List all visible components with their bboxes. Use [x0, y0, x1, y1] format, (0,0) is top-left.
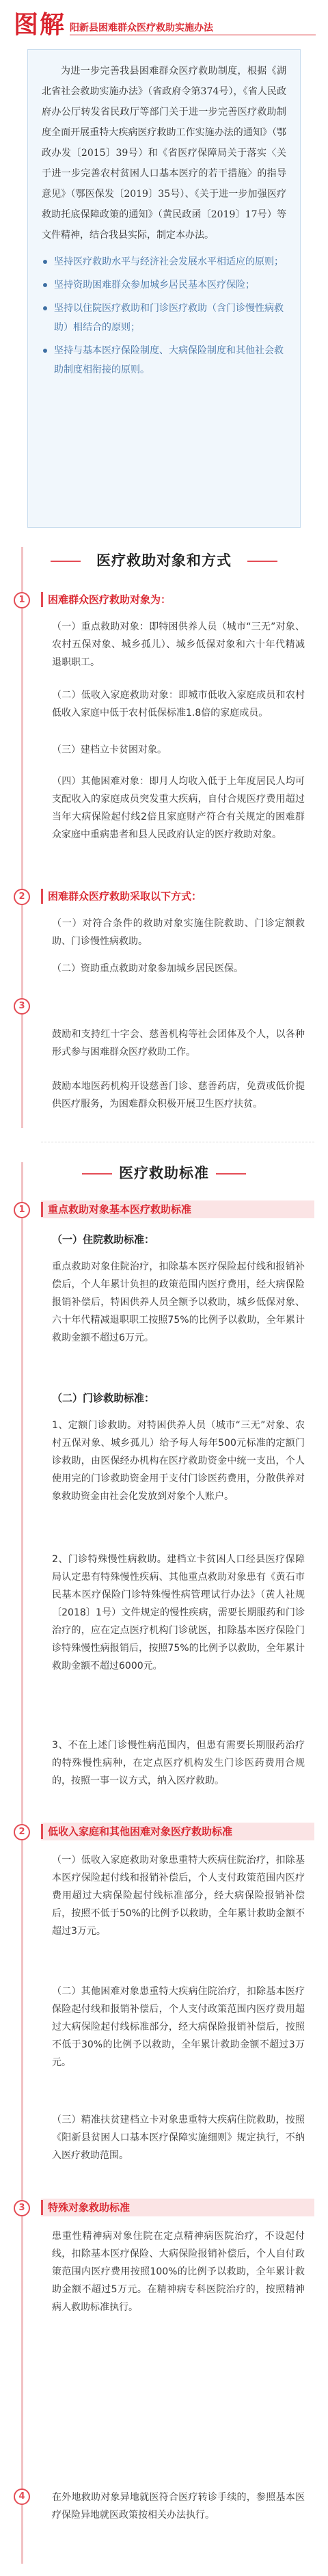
step-number-3: 3 — [14, 998, 30, 1015]
intro-box — [27, 49, 301, 528]
paragraph: 患重性精神病对象住院在定点精神病医院治疗，不设起付线，扣除基本医疗保险、大病保险报销补偿后，个人自付政策范围内医疗费用按照100%的比例予以救助，全年累计救助金额不超过5万元。在精神病专科医院治疗的，按照精神病人救助标准执行。 — [52, 2231, 305, 2313]
paragraph: （二）其他困难对象患重特大疾病住院治疗，扣除基本医疗保险起付线和报销补偿后，个人支付政策范围内医疗费用超过大病保险起付线标准部分，经大病保险报销补偿后，按照不低于30%的比例予以救助，全年累计救助金额不超过3万元。 — [52, 1986, 305, 2068]
timeline-line — [21, 547, 23, 1128]
bullet-dot-icon — [43, 283, 47, 287]
title-line-icon — [247, 561, 277, 562]
section-title-2: 医疗救助标准 — [41, 1159, 287, 1187]
big-title: 图解 — [14, 11, 66, 39]
step-number-4: 4 — [14, 2488, 30, 2505]
principle-item: 坚持医疗救助水平与经济社会发展水平相适应的原则； — [42, 252, 286, 271]
paragraph: （四）其他困难对象：即月人均收入低于上年度居民人均可支配收入的家庭成员突发重大疾病，自付合规医疗费用超过当年大病保险起付线2倍且家庭财产符合有关规定的困难群众家庭中重病患者和县人民政府认定的医疗救助对象。 — [52, 776, 305, 840]
bar-stripe — [41, 2200, 43, 2215]
subsection-bar: 低收入家庭和其他困难对象医疗救助标准 — [41, 1823, 314, 1840]
step-number-3: 3 — [14, 2200, 30, 2216]
paragraph: （二）资助重点救助对象参加城乡居民医保。 — [52, 963, 243, 974]
paragraph: 在外地救助对象异地就医符合医疗转诊手续的，参照基本医疗保险异地就医政策按相关办法执行。 — [52, 2492, 305, 2521]
bullet-dot-icon — [43, 349, 47, 353]
paragraph: 2、门诊特殊慢性病救助。建档立卡贫困人口经县医疗保障局认定患有特殊慢性疾病、其他重点救助对象患有《黄石市民基本医疗保险门诊特殊慢性病管理试行办法》（黄人社规〔2018〕1号）文件规定的慢性疾病，需要长期服药和门诊治疗的，应在定点医疗机构门诊就医，扣除基本医疗保险门诊特殊慢性病报销后，按照75%的比例予以救助，全年累计救助金额不超过6000元。 — [52, 1554, 305, 1672]
paragraph: （三）建档立卡贫困对象。 — [52, 744, 167, 755]
subsection-bar: 特殊对象救助标准 — [41, 2199, 314, 2216]
step-number-1: 1 — [14, 1202, 30, 1218]
subsection-bar: 困难群众医疗救助对象为： — [41, 591, 314, 608]
header-subtitle: 阳新县困难群众医疗救助实施办法 — [70, 23, 213, 33]
paragraph: 重点救助对象住院治疗，扣除基本医疗保险起付线和报销补偿后，个人年累计负担的政策范围内医疗费用，经大病保险报销补偿后，特困供养人员全额予以救助，城乡低保对象、六十年代精减退职职工按照75%的比例予以救助，全年累计救助金额不超过6万元。 — [52, 1261, 305, 1343]
paragraph: （一）重点救助对象：即特困供养人员（城市“三无”对象、农村五保对象、城乡孤儿）、城乡低保对象和六十年代精减退职职工。 — [52, 621, 305, 668]
section-title-1: 医疗救助对象和方式 — [41, 547, 287, 574]
bullet-dot-icon — [43, 260, 47, 264]
title-line-icon — [82, 1173, 112, 1175]
intro-paragraph: 为进一步完善我县困难群众医疗救助制度，根据《湖北省社会救助实施办法》（省政府令第374号），《省人民政府办公厅转发省民政厅等部门关于进一步完善医疗救助制度全面开展重特大疾病医疗救助工作实施办法的通知》（鄂政办发〔2015〕39号）和《省医疗保障局关于落实〈关于进一步完善农村贫困人口基本医疗的若干措施〉的指导意见》（鄂医保发〔2019〕35号）、《关于进一步加强医疗救助托底保障政策的通知》（黄民政函〔2019〕17号）等文件精神，结合我县实际，制定本办法。 — [42, 66, 286, 241]
subsection-bar: 重点救助对象基本医疗救助标准 — [41, 1200, 314, 1218]
paragraph: 3、不在上述门诊慢性病范围内，但患有需要长期服药治疗的特殊慢性病种，在定点医疗机构发生门诊医药费用合规的，按照一事一议方式，纳入医疗救助。 — [52, 1740, 305, 1786]
bar-stripe — [41, 1824, 43, 1839]
principle-item: 坚持与基本医疗保险制度、大病保险制度和其他社会救助制度相衔接的原则。 — [42, 341, 286, 379]
step-number-2: 2 — [14, 1824, 30, 1840]
principles-list — [42, 252, 286, 379]
paragraph: 鼓励本地医药机构开设慈善门诊、慈善药店，免费或低价提供医疗服务，为困难群众积极开展卫生医疗扶贫。 — [52, 1081, 305, 1110]
bullet-dot-icon — [43, 306, 47, 310]
step-number-2: 2 — [14, 889, 30, 905]
bar-stripe — [41, 889, 43, 904]
subheading: （二）门诊救助标准： — [52, 1392, 155, 1404]
header — [0, 0, 328, 38]
paragraph: （一）对符合条件的救助对象实施住院救助、门诊定额救助、门诊慢性病救助。 — [52, 918, 305, 947]
subsection-bar: 困难群众医疗救助采取以下方式： — [41, 887, 314, 905]
paragraph: 1、定额门诊救助。对特困供养人员（城市“三无”对象、农村五保对象、城乡孤儿）给予每人每年500元标准的定额门诊救助，由医保经办机构在医疗救助资金中统一支出，个人使用完的门诊救助资金用于支付门诊医药费用，分散供养对象救助资金由社会化发放到对象个人账户。 — [52, 1420, 305, 1502]
paragraph: 鼓励和支持红十字会、慈善机构等社会团体及个人，以各种形式参与困难群众医疗救助工作。 — [52, 1029, 305, 1058]
principle-item: 坚持资助困难群众参加城乡居民基本医疗保险； — [42, 276, 286, 295]
bar-stripe — [41, 592, 43, 607]
paragraph: （一）低收入家庭救助对象患重特大疾病住院治疗，扣除基本医疗保险起付线和报销补偿后，个人支付政策范围内医疗费用超过大病保险起付线标准部分，经大病保险报销补偿后，按照不低于50%的比例予以救助，全年累计救助金额不超过3万元。 — [52, 1855, 305, 1937]
paragraph: （三）精准扶贫建档立卡对象患重特大疾病住院救助，按照《阳新县贫困人口基本医疗保障实施细则》规定执行，不纳入医疗救助范围。 — [52, 2115, 305, 2161]
step-number-1: 1 — [14, 592, 30, 608]
subheading: （一）住院救助标准： — [52, 1233, 155, 1246]
header-underline — [70, 34, 316, 36]
paragraph: （二）低收入家庭救助对象：即城市低收入家庭成员和农村低收入家庭中低于农村低保标准1.8倍的家庭成员。 — [52, 690, 305, 719]
title-line-icon — [216, 1173, 246, 1175]
timeline-line — [21, 1162, 23, 2564]
title-line-icon — [51, 561, 81, 562]
principle-item: 坚持以住院医疗救助和门诊医疗救助（含门诊慢性病救助）相结合的原则； — [42, 299, 286, 337]
section-divider — [41, 1142, 314, 1143]
bar-stripe — [41, 1202, 43, 1217]
